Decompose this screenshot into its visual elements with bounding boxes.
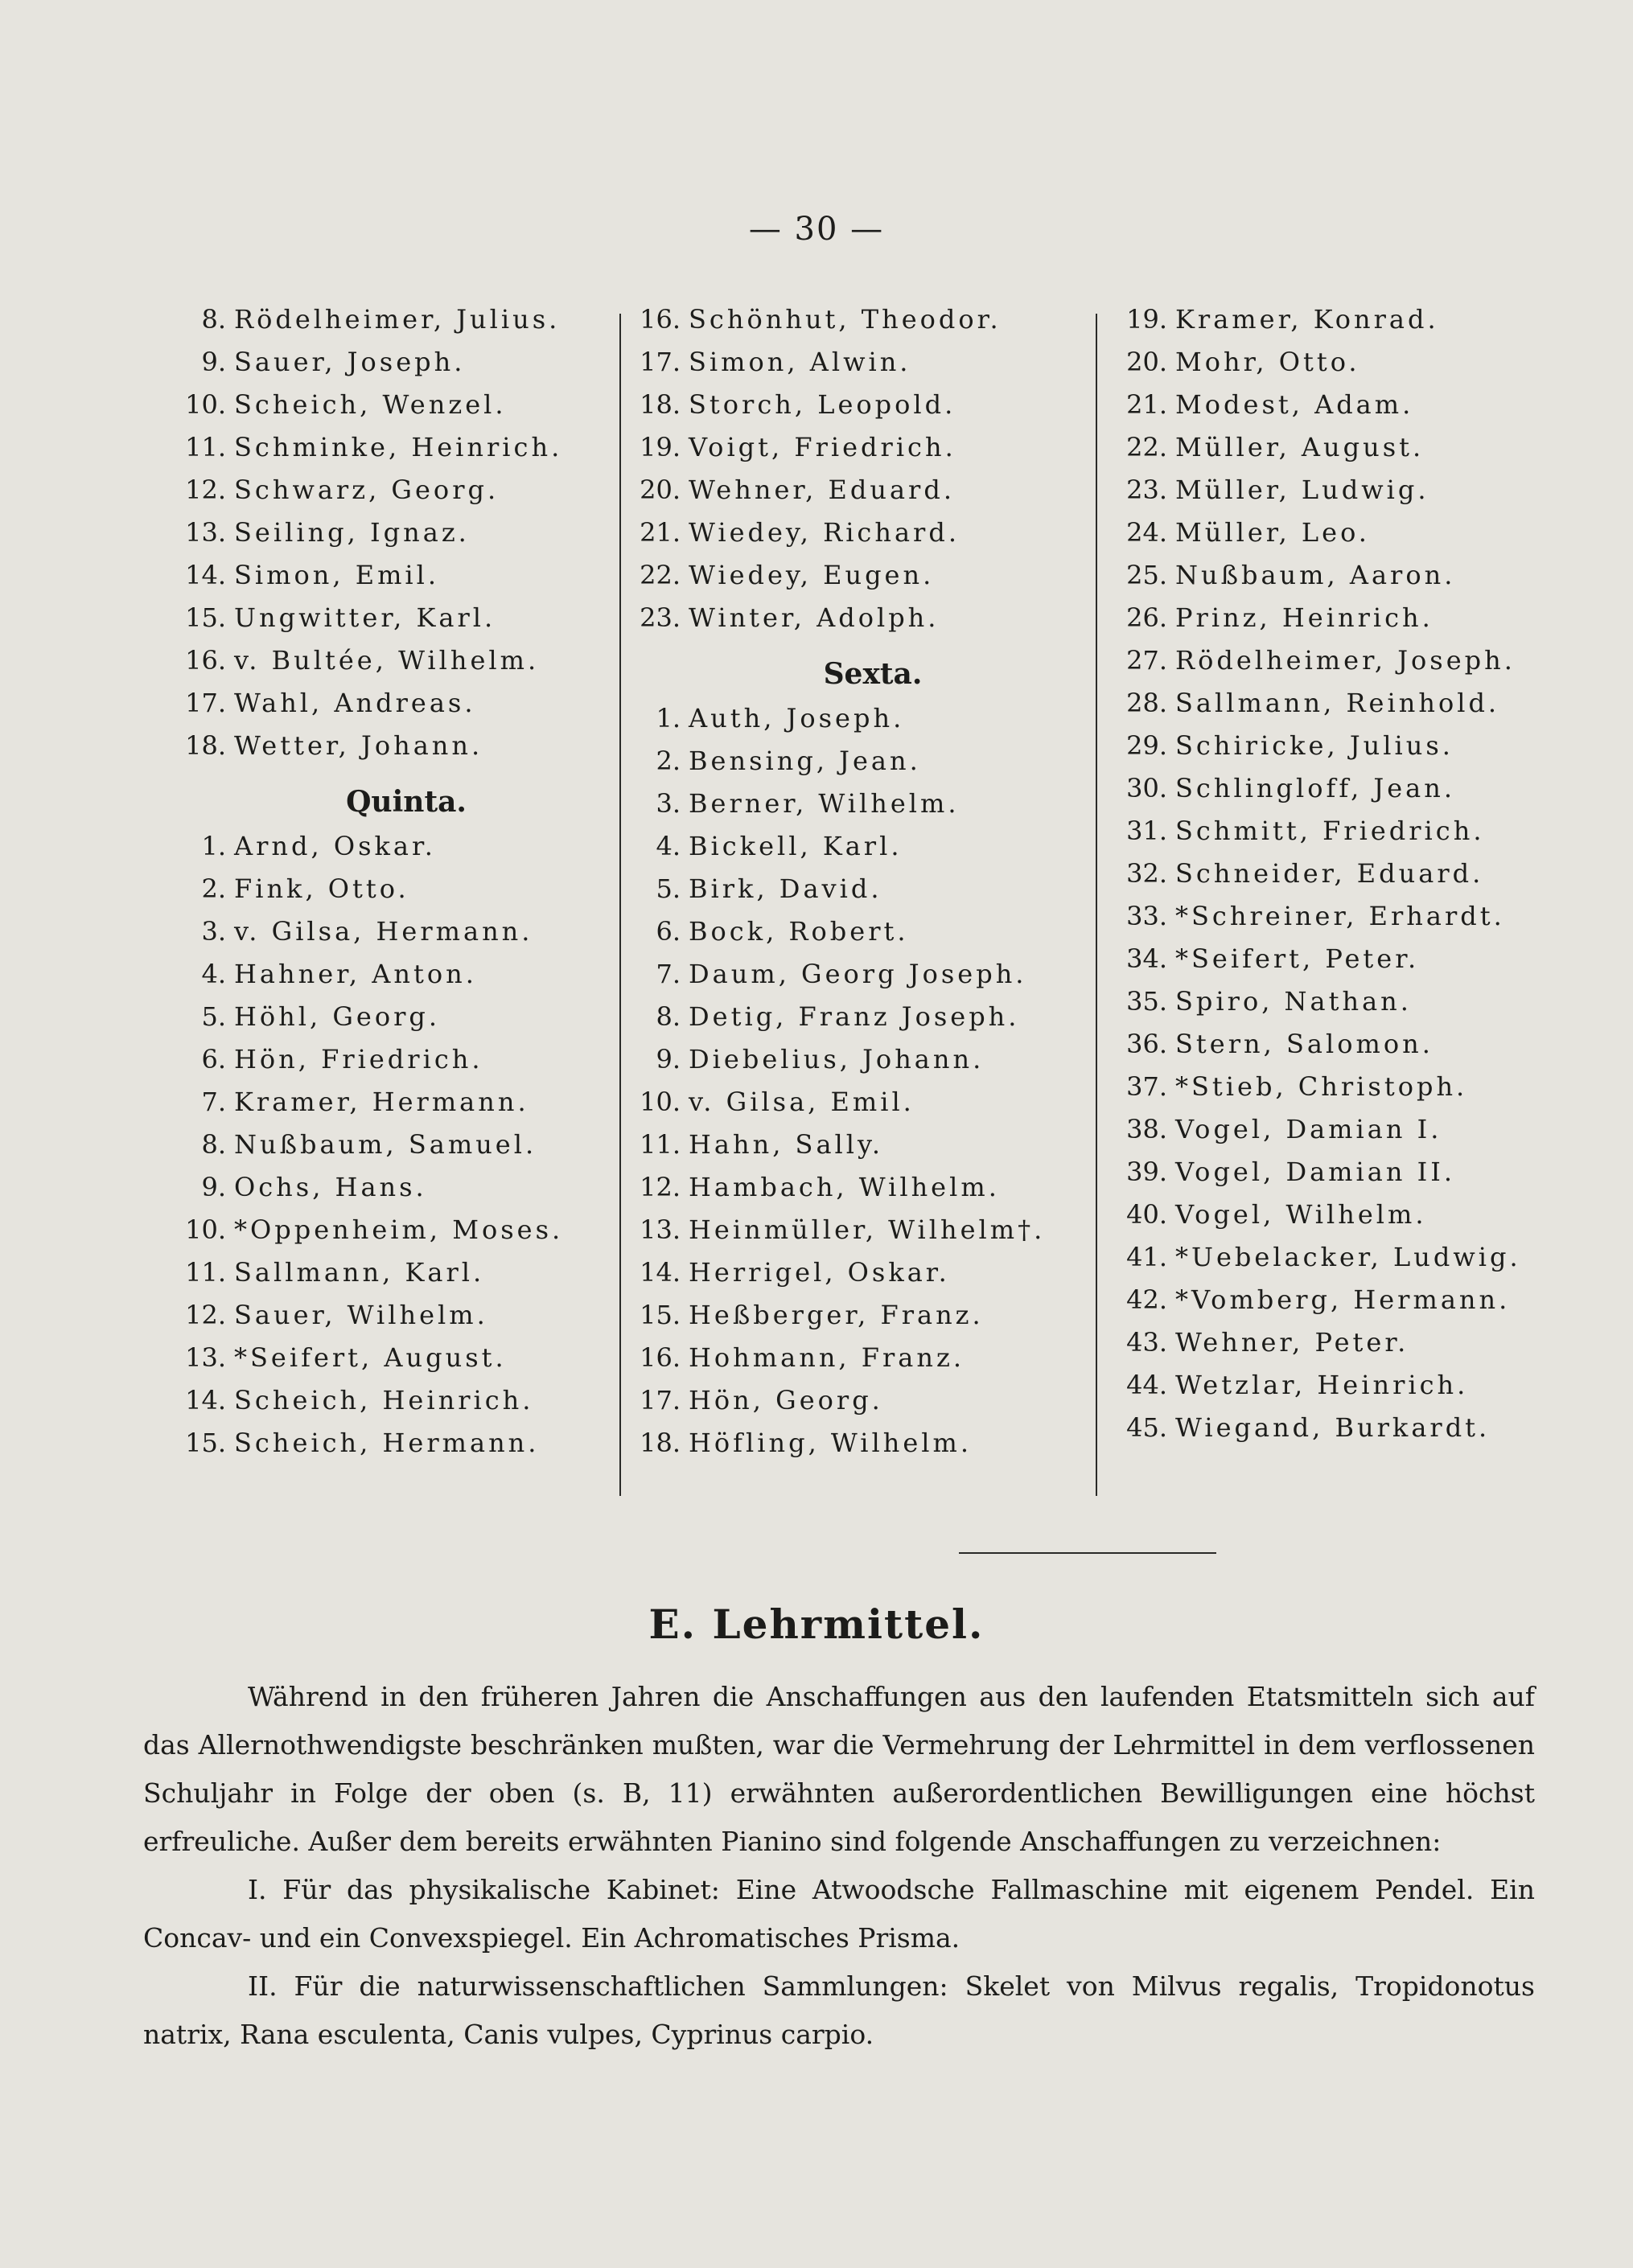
entry-number: 10. <box>640 1087 681 1117</box>
entry-name: Simon, Alwin. <box>689 347 911 377</box>
entry-name: *Oppenheim, Moses. <box>234 1214 564 1245</box>
entry-name: Wiegand, Burkardt. <box>1175 1412 1491 1443</box>
entry-name: v. Gilsa, Hermann. <box>234 916 533 947</box>
list-entry <box>619 1044 1094 1087</box>
entry-name: Schwarz, Georg. <box>234 475 500 505</box>
entry-number: 9. <box>201 347 226 377</box>
entry-name: Wiedey, Eugen. <box>689 560 935 590</box>
entry-number: 19. <box>640 432 681 462</box>
column-2 <box>619 304 1094 1470</box>
column-3 <box>1106 304 1589 1455</box>
list-entry <box>165 304 615 347</box>
list-entry <box>165 688 615 730</box>
entry-number: 29. <box>1126 730 1167 761</box>
entry-name: Wahl, Andreas. <box>234 688 476 718</box>
list-entry <box>165 517 615 560</box>
entry-number: 38. <box>1126 1114 1167 1144</box>
list-entry <box>1106 730 1589 773</box>
entry-name: Müller, August. <box>1175 432 1425 462</box>
entry-number: 20. <box>1126 347 1167 377</box>
list-entry <box>619 1001 1094 1044</box>
entry-name: v. Bultée, Wilhelm. <box>234 645 540 676</box>
list-entry <box>165 1001 615 1044</box>
entry-number: 7. <box>656 959 681 989</box>
list-entry <box>619 347 1094 389</box>
entry-number: 25. <box>1126 560 1167 590</box>
entry-number: 17. <box>185 688 226 718</box>
entry-name: Simon, Emil. <box>234 560 440 590</box>
entry-number: 19. <box>1126 304 1167 335</box>
entry-number: 3. <box>201 916 226 947</box>
list-entry <box>1106 943 1589 986</box>
paragraph-physics-cabinet: I. Für das physikalische Kabinet: Eine Atwoodsche Fallmaschine mit eigenem Pendel. Ein Concav- und ein Convexspiegel. Ein Achromatisches Prisma. <box>143 1874 1535 1954</box>
entry-name: Mohr, Otto. <box>1175 347 1360 377</box>
entry-name: Kramer, Hermann. <box>234 1087 529 1117</box>
list-entry <box>1106 1412 1589 1455</box>
list-entry <box>619 389 1094 432</box>
entry-name: Seiling, Ignaz. <box>234 517 470 548</box>
list-entry <box>1106 1114 1589 1157</box>
entry-number: 14. <box>185 560 226 590</box>
list-entry <box>619 1342 1094 1385</box>
section-divider-rule <box>959 1552 1216 1554</box>
list-entry <box>165 602 615 645</box>
entry-name: Bensing, Jean. <box>689 746 921 776</box>
list-entry <box>1106 901 1589 943</box>
student-list-column-2-top <box>619 304 1094 645</box>
entry-name: Wetzlar, Heinrich. <box>1175 1370 1469 1400</box>
entry-name: Müller, Ludwig. <box>1175 475 1429 505</box>
entry-number: 23. <box>1126 475 1167 505</box>
entry-number: 20. <box>640 475 681 505</box>
list-entry <box>1106 602 1589 645</box>
entry-name: Herrigel, Oskar. <box>689 1257 950 1288</box>
entry-number: 15. <box>640 1300 681 1330</box>
entry-number: 18. <box>640 389 681 420</box>
list-entry <box>1106 560 1589 602</box>
entry-name: Scheich, Wenzel. <box>234 389 507 420</box>
entry-name: Prinz, Heinrich. <box>1175 602 1434 633</box>
entry-name: Vogel, Damian I. <box>1175 1114 1442 1144</box>
list-entry <box>1106 773 1589 816</box>
list-entry <box>619 873 1094 916</box>
entry-name: Schneider, Eduard. <box>1175 858 1484 889</box>
list-entry <box>619 560 1094 602</box>
entry-name: Vogel, Damian II. <box>1175 1157 1456 1187</box>
list-entry <box>165 1214 615 1257</box>
entry-number: 11. <box>640 1129 681 1160</box>
entry-number: 11. <box>185 432 226 462</box>
entry-number: 9. <box>656 1044 681 1074</box>
list-entry <box>1106 1071 1589 1114</box>
student-list-column-3 <box>1106 304 1589 1455</box>
list-entry <box>619 1385 1094 1428</box>
entry-name: Hohmann, Franz. <box>689 1342 965 1373</box>
entry-name: Voigt, Friedrich. <box>689 432 956 462</box>
list-entry <box>619 602 1094 645</box>
entry-number: 21. <box>1126 389 1167 420</box>
entry-name: Höhl, Georg. <box>234 1001 441 1032</box>
entry-number: 3. <box>656 788 681 819</box>
list-entry <box>1106 645 1589 688</box>
entry-name: *Uebelacker, Ludwig. <box>1175 1242 1521 1272</box>
entry-number: 42. <box>1126 1284 1167 1315</box>
entry-number: 15. <box>185 602 226 633</box>
entry-name: Kramer, Konrad. <box>1175 304 1439 335</box>
entry-name: Vogel, Wilhelm. <box>1175 1199 1427 1230</box>
list-entry <box>165 831 615 873</box>
entry-number: 32. <box>1126 858 1167 889</box>
entry-number: 12. <box>185 475 226 505</box>
entry-number: 9. <box>201 1172 226 1202</box>
entry-name: Winter, Adolph. <box>689 602 940 633</box>
entry-number: 6. <box>201 1044 226 1074</box>
entry-name: Ungwitter, Karl. <box>234 602 496 633</box>
list-entry <box>1106 1157 1589 1199</box>
list-entry <box>1106 1029 1589 1071</box>
list-entry <box>619 1257 1094 1300</box>
entry-number: 12. <box>640 1172 681 1202</box>
entry-number: 14. <box>185 1385 226 1415</box>
entry-number: 31. <box>1126 816 1167 846</box>
entry-number: 14. <box>640 1257 681 1288</box>
entry-name: Bock, Robert. <box>689 916 909 947</box>
entry-name: Heinmüller, Wilhelm†. <box>689 1214 1046 1245</box>
entry-number: 18. <box>640 1428 681 1458</box>
list-entry <box>1106 986 1589 1029</box>
entry-number: 36. <box>1126 1029 1167 1059</box>
entry-name: v. Gilsa, Emil. <box>689 1087 915 1117</box>
section-heading-lehrmittel: E. Lehrmittel. <box>648 1600 985 1648</box>
entry-number: 40. <box>1126 1199 1167 1230</box>
entry-name: Ochs, Hans. <box>234 1172 427 1202</box>
list-entry <box>1106 389 1589 432</box>
entry-number: 17. <box>640 1385 681 1415</box>
list-entry <box>619 1172 1094 1214</box>
entry-number: 1. <box>656 703 681 733</box>
list-entry <box>619 1087 1094 1129</box>
entry-number: 6. <box>656 916 681 947</box>
entry-name: Bickell, Karl. <box>689 831 903 861</box>
entry-number: 11. <box>185 1257 226 1288</box>
list-entry <box>619 432 1094 475</box>
list-entry <box>165 1300 615 1342</box>
list-entry <box>619 959 1094 1001</box>
entry-number: 37. <box>1126 1071 1167 1102</box>
entry-name: Sauer, Wilhelm. <box>234 1300 488 1330</box>
entry-name: Sallmann, Karl. <box>234 1257 485 1288</box>
list-entry <box>165 916 615 959</box>
entry-number: 13. <box>640 1214 681 1245</box>
column-1 <box>165 304 615 1470</box>
entry-number: 7. <box>201 1087 226 1117</box>
entry-name: Schönhut, Theodor. <box>689 304 1002 335</box>
student-list-sexta <box>619 703 1094 1470</box>
list-entry <box>165 560 615 602</box>
entry-name: Modest, Adam. <box>1175 389 1414 420</box>
entry-name: Schminke, Heinrich. <box>234 432 563 462</box>
list-entry <box>165 1129 615 1172</box>
entry-number: 13. <box>185 1342 226 1373</box>
entry-name: Schlingloff, Jean. <box>1175 773 1456 803</box>
list-entry <box>165 730 615 773</box>
list-entry <box>165 347 615 389</box>
entry-number: 16. <box>185 645 226 676</box>
student-list-column-1-top <box>165 304 615 773</box>
entry-name: Rödelheimer, Joseph. <box>1175 645 1516 676</box>
entry-number: 16. <box>640 1342 681 1373</box>
entry-name: Birk, David. <box>689 873 882 904</box>
column-divider-right <box>1096 314 1097 1496</box>
list-entry <box>1106 517 1589 560</box>
list-entry <box>165 959 615 1001</box>
list-entry <box>1106 1284 1589 1327</box>
list-entry <box>1106 1242 1589 1284</box>
entry-number: 24. <box>1126 517 1167 548</box>
list-entry <box>1106 688 1589 730</box>
list-entry <box>619 831 1094 873</box>
paragraph-natural-science-collections: II. Für die naturwissenschaftlichen Sammlungen: Skelet von Milvus regalis, Tropidonotus natrix, Rana esculenta, Canis vulpes, Cyprinus carpio. <box>143 1970 1535 2050</box>
entry-name: Schiricke, Julius. <box>1175 730 1454 761</box>
list-entry <box>1106 475 1589 517</box>
list-entry <box>165 645 615 688</box>
list-entry <box>619 517 1094 560</box>
entry-name: Wiedey, Richard. <box>689 517 960 548</box>
entry-name: Detig, Franz Joseph. <box>689 1001 1020 1032</box>
list-entry <box>619 916 1094 959</box>
entry-number: 41. <box>1126 1242 1167 1272</box>
list-entry <box>165 1385 615 1428</box>
entry-name: Nußbaum, Samuel. <box>234 1129 537 1160</box>
entry-name: Wehner, Peter. <box>1175 1327 1409 1358</box>
class-heading-sexta: Sexta. <box>823 657 923 691</box>
entry-number: 8. <box>201 304 226 335</box>
list-entry <box>1106 1199 1589 1242</box>
list-entry <box>619 475 1094 517</box>
list-entry <box>1106 1370 1589 1412</box>
entry-number: 23. <box>640 602 681 633</box>
entry-name: Arnd, Oskar. <box>234 831 436 861</box>
entry-number: 22. <box>1126 432 1167 462</box>
entry-number: 30. <box>1126 773 1167 803</box>
entry-name: Hambach, Wilhelm. <box>689 1172 1000 1202</box>
entry-number: 18. <box>185 730 226 761</box>
entry-number: 8. <box>201 1129 226 1160</box>
entry-name: *Seifert, Peter. <box>1175 943 1420 974</box>
entry-number: 5. <box>656 873 681 904</box>
entry-name: Wetter, Johann. <box>234 730 483 761</box>
entry-number: 15. <box>185 1428 226 1458</box>
entry-number: 44. <box>1126 1370 1167 1400</box>
entry-number: 43. <box>1126 1327 1167 1358</box>
entry-name: *Schreiner, Erhardt. <box>1175 901 1505 931</box>
entry-name: Stern, Salomon. <box>1175 1029 1434 1059</box>
entry-number: 10. <box>185 1214 226 1245</box>
list-entry <box>1106 432 1589 475</box>
entry-name: Hön, Georg. <box>689 1385 883 1415</box>
list-entry <box>165 389 615 432</box>
section-e-body <box>143 1673 1535 2059</box>
list-entry <box>165 1172 615 1214</box>
entry-name: Berner, Wilhelm. <box>689 788 960 819</box>
list-entry <box>165 1428 615 1470</box>
entry-number: 27. <box>1126 645 1167 676</box>
entry-number: 2. <box>201 873 226 904</box>
entry-name: Müller, Leo. <box>1175 517 1370 548</box>
entry-name: Heßberger, Franz. <box>689 1300 984 1330</box>
list-entry <box>165 873 615 916</box>
entry-name: Hön, Friedrich. <box>234 1044 483 1074</box>
list-entry <box>619 1214 1094 1257</box>
paragraph-intro: Während in den früheren Jahren die Anschaffungen aus den laufenden Etatsmitteln sich auf das Allernothwendigste beschränken mußten, war die Vermehrung der Lehrmittel in dem verflossenen Schuljahr in Folge der oben (s. B, 11) erwähnten außerordentlichen Bewilligungen eine höchst erfreuliche. Außer dem bereits erwähnten Pianino sind folgende Anschaffungen zu verzeichnen: <box>143 1681 1535 1857</box>
entry-number: 21. <box>640 517 681 548</box>
entry-name: Auth, Joseph. <box>689 703 905 733</box>
class-heading-quinta: Quinta. <box>346 785 467 819</box>
entry-number: 12. <box>185 1300 226 1330</box>
entry-name: Spiro, Nathan. <box>1175 986 1412 1017</box>
entry-name: Storch, Leopold. <box>689 389 956 420</box>
list-entry <box>619 1428 1094 1470</box>
entry-name: Sauer, Joseph. <box>234 347 466 377</box>
entry-name: Scheich, Heinrich. <box>234 1385 534 1415</box>
list-entry <box>619 746 1094 788</box>
entry-number: 16. <box>640 304 681 335</box>
list-entry <box>165 475 615 517</box>
list-entry <box>619 304 1094 347</box>
entry-name: Schmitt, Friedrich. <box>1175 816 1485 846</box>
entry-number: 4. <box>201 959 226 989</box>
entry-number: 45. <box>1126 1412 1167 1443</box>
entry-name: Hahner, Anton. <box>234 959 477 989</box>
entry-name: *Stieb, Christoph. <box>1175 1071 1468 1102</box>
list-entry <box>165 1257 615 1300</box>
entry-number: 10. <box>185 389 226 420</box>
entry-number: 26. <box>1126 602 1167 633</box>
entry-number: 33. <box>1126 901 1167 931</box>
list-entry <box>619 1129 1094 1172</box>
entry-number: 2. <box>656 746 681 776</box>
entry-number: 39. <box>1126 1157 1167 1187</box>
entry-name: Rödelheimer, Julius. <box>234 304 561 335</box>
entry-number: 28. <box>1126 688 1167 718</box>
entry-name: *Vomberg, Hermann. <box>1175 1284 1511 1315</box>
entry-name: Sallmann, Reinhold. <box>1175 688 1500 718</box>
entry-name: Hahn, Sally. <box>689 1129 884 1160</box>
entry-name: Diebelius, Johann. <box>689 1044 985 1074</box>
list-entry <box>165 1087 615 1129</box>
entry-number: 22. <box>640 560 681 590</box>
list-entry <box>165 1044 615 1087</box>
page-number: — 30 — <box>748 211 885 248</box>
entry-number: 1. <box>201 831 226 861</box>
list-entry <box>165 1342 615 1385</box>
list-entry <box>1106 816 1589 858</box>
list-entry <box>1106 347 1589 389</box>
entry-name: Fink, Otto. <box>234 873 409 904</box>
entry-number: 35. <box>1126 986 1167 1017</box>
entry-name: Daum, Georg Joseph. <box>689 959 1027 989</box>
entry-number: 34. <box>1126 943 1167 974</box>
entry-number: 8. <box>656 1001 681 1032</box>
entry-name: Nußbaum, Aaron. <box>1175 560 1456 590</box>
student-list-quinta <box>165 831 615 1470</box>
list-entry <box>619 788 1094 831</box>
entry-name: *Seifert, August. <box>234 1342 507 1373</box>
entry-number: 17. <box>640 347 681 377</box>
entry-number: 13. <box>185 517 226 548</box>
list-entry <box>619 703 1094 746</box>
list-entry <box>619 1300 1094 1342</box>
list-entry <box>1106 1327 1589 1370</box>
entry-name: Scheich, Hermann. <box>234 1428 540 1458</box>
entry-name: Höfling, Wilhelm. <box>689 1428 973 1458</box>
list-entry <box>165 432 615 475</box>
entry-name: Wehner, Eduard. <box>689 475 955 505</box>
entry-number: 4. <box>656 831 681 861</box>
list-entry <box>1106 858 1589 901</box>
entry-number: 5. <box>201 1001 226 1032</box>
list-entry <box>1106 304 1589 347</box>
